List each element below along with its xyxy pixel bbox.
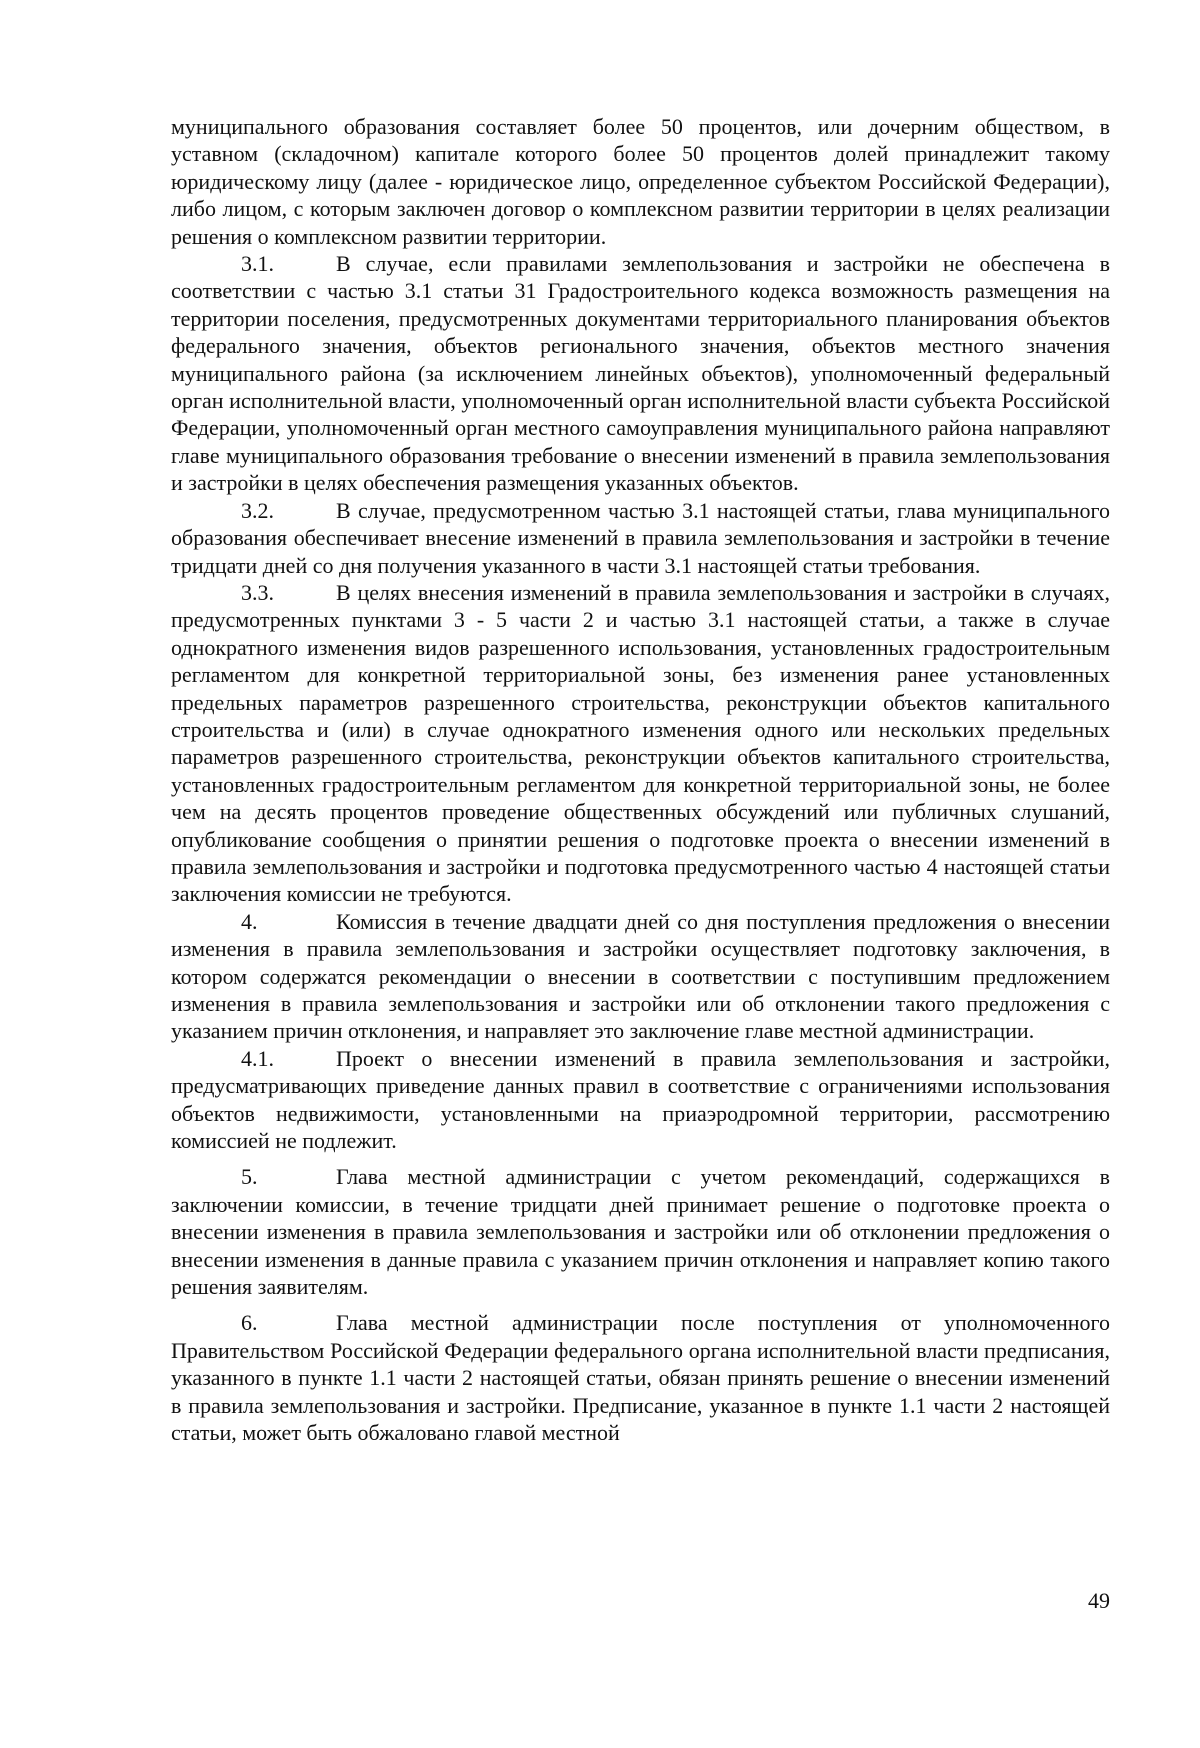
paragraph-text: Глава местной администрации после поступления от уполномоченного Правительством Российской Федерации федерального органа исполнительной власти предписания, указанного в пункте 1.1 части 2 настоящей статьи, обязан принять решение о внесении изменений в правила землепользования и застройки. Предписание, указанное в пункте 1.1 части 2 настоящей статьи, может быть обжаловано главой местной — [171, 1310, 1110, 1446]
paragraph-number: 3.3. — [241, 579, 274, 605]
paragraph-text: муниципального образования составляет более 50 процентов, или дочерним обществом, в уставном (складочном) капитале которого более 50 процентов долей принадлежит такому юридическому лицу (далее - юридическое лицо, определенное субъектом Российской Федерации), либо лицом, с которым заключен договор о комплексном развитии территории в целях реализации решения о комплексном развитии территории. — [171, 114, 1110, 249]
paragraph-3-3 — [171, 579, 1110, 908]
paragraph-text: В случае, предусмотренном частью 3.1 настоящей статьи, глава муниципального образования обеспечивает внесение изменений в правила землепользования и застройки в течение тридцати дней со дня получения указанного в части 3.1 настоящей статьи требования. — [171, 497, 1110, 578]
paragraph-continuation — [171, 113, 1110, 250]
paragraph-number: 5. — [241, 1164, 258, 1190]
paragraph-3-1 — [171, 250, 1110, 497]
paragraph-6 — [171, 1309, 1110, 1446]
paragraph-number: 6. — [241, 1310, 258, 1336]
paragraph-number: 3.2. — [241, 497, 274, 523]
paragraph-4-1 — [171, 1045, 1110, 1155]
paragraph-number: 4. — [241, 908, 258, 934]
page-number: 49 — [1088, 1588, 1110, 1613]
document-body — [171, 113, 1110, 1447]
paragraph-text: Комиссия в течение двадцати дней со дня поступления предложения о внесении изменения в правила землепользования и застройки осуществляет подготовку заключения, в котором содержатся рекомендации о внесении в соответствии с поступившим предложением изменения в правила землепользования и застройки или об отклонении такого предложения с указанием причин отклонения, и направляет это заключение главе местной администрации. — [171, 908, 1110, 1044]
paragraph-5 — [171, 1163, 1110, 1300]
paragraph-text: В целях внесения изменений в правила землепользования и застройки в случаях, предусмотренных пунктами 3 - 5 части 2 и частью 3.1 настоящей статьи, а также в случае однократного изменения видов разрешенного использования, установленных градостроительным регламентом для конкретной территориальной зоны, без изменения ранее установленных предельных параметров разрешенного строительства, реконструкции объектов капитального строительства и (или) в случае однократного изменения одного или нескольких предельных параметров разрешенного строительства, реконструкции объектов капитального строительства, установленных градостроительным регламентом для конкретной территориальной зоны, не более чем на десять процентов проведение общественных обсуждений или публичных слушаний, опубликование сообщения о принятии решения о подготовке проекта о внесении изменений в правила землепользования и застройки и подготовка предусмотренного частью 4 настоящей статьи заключения комиссии не требуются. — [171, 579, 1110, 907]
paragraph-number: 4.1. — [241, 1045, 274, 1071]
paragraph-text: Проект о внесении изменений в правила землепользования и застройки, предусматривающих приведение данных правил в соответствие с ограничениями использования объектов недвижимости, установленными на приаэродромной территории, рассмотрению комиссией не подлежит. — [171, 1045, 1110, 1154]
paragraph-text: Глава местной администрации с учетом рекомендаций, содержащихся в заключении комиссии, в течение тридцати дней принимает решение о подготовке проекта о внесении изменения в правила землепользования и застройки или об отклонении предложения о внесении изменения в данные правила с указанием причин отклонения и направляет копию такого решения заявителям. — [171, 1164, 1110, 1300]
paragraph-text: В случае, если правилами землепользования и застройки не обеспечена в соответствии с частью 3.1 статьи 31 Градостроительного кодекса возможность размещения на территории поселения, предусмотренных документами территориального планирования объектов федерального значения, объектов регионального значения, объектов местного значения муниципального района (за исключением линейных объектов), уполномоченный федеральный орган исполнительной власти, уполномоченный орган исполнительной власти субъекта Российской Федерации, уполномоченный орган местного самоуправления муниципального района направляют главе муниципального образования требование о внесении изменений в правила землепользования и застройки в целях обеспечения размещения указанных объектов. — [171, 251, 1110, 496]
paragraph-4 — [171, 908, 1110, 1045]
paragraph-number: 3.1. — [241, 251, 274, 277]
paragraph-3-2 — [171, 497, 1110, 579]
